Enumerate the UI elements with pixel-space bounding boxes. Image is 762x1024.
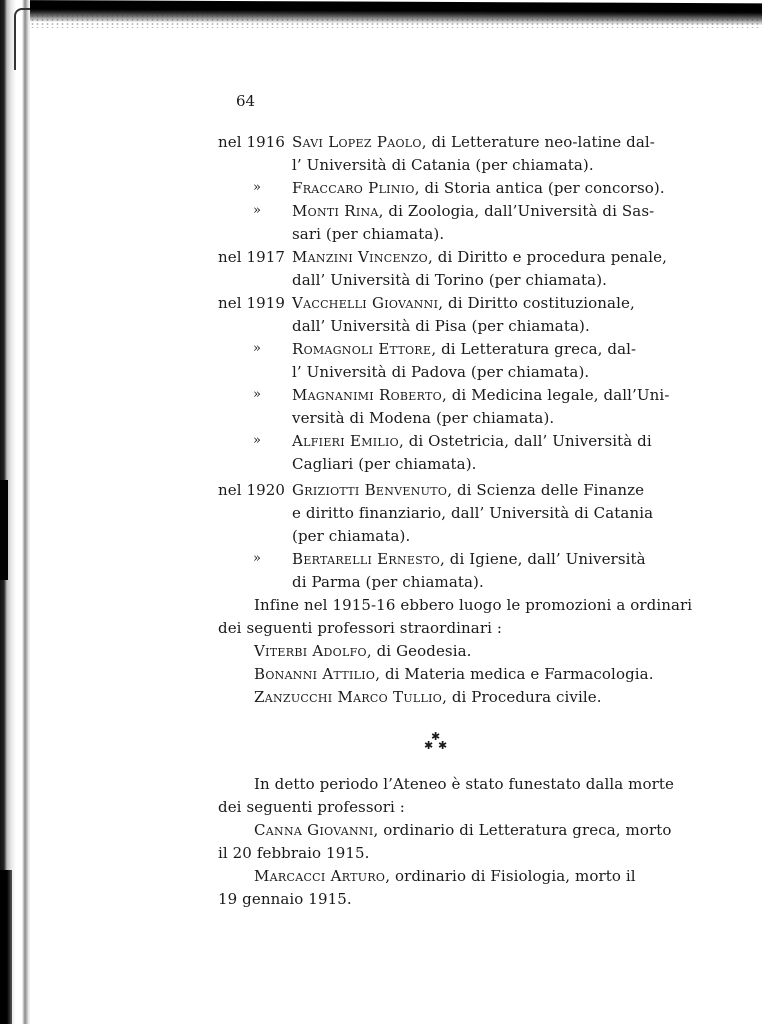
appointment-text: , di Letteratura greca, dal- [431,340,637,358]
appointment-continuation: dall’ Università di Pisa (per chiamata). [292,317,590,335]
appointment-text: , di Igiene, dall’ Università [440,550,646,568]
paragraph-line: dei seguenti professori : [218,798,405,816]
appointment-continuation: di Parma (per chiamata). [292,573,484,591]
list-item [254,640,472,662]
professor-name: Marcacci Arturo [254,867,386,885]
asterisk-icon: ✱ [431,730,441,743]
appointment-text: , di Diritto costituzionale, [438,294,635,312]
appointment-continuation: e diritto finanziario, dall’ Università di Catania [292,504,654,522]
obituary-text: , ordinario di Fisiologia, morto il [385,867,636,885]
appointment-text: , di Scienza delle Finanze [447,481,645,499]
professor-name: Alfieri Emilio [292,432,399,450]
page-number: 64 [236,92,256,110]
ditto-mark: » [253,180,261,195]
obituary-continuation: il 20 febbraio 1915. [218,844,370,862]
professor-name: Romagnoli Ettore [292,340,432,358]
professor-name: Monti Rina [292,202,379,220]
appointment-continuation: versità di Modena (per chiamata). [292,409,555,427]
list-item [292,430,652,452]
professor-name: Bertarelli Ernesto [292,550,441,568]
appointment-continuation: sari (per chiamata). [292,225,445,243]
list-item [292,548,646,570]
paragraph-line: dei seguenti professori straordinari : [218,619,503,637]
asterism-separator [424,730,454,754]
year-label: nel 1916 [218,133,286,151]
professor-name: Canna Giovanni [254,821,374,839]
list-item [292,200,654,222]
list-item [292,338,636,360]
appointment-continuation: (per chiamata). [292,527,411,545]
promotion-text: , di Materia medica e Farmacologia. [375,665,654,683]
list-item [218,292,635,314]
professor-name: Manzini Vincenzo [292,248,428,266]
ditto-mark: » [253,341,261,356]
paragraph-line: Infine nel 1915-16 ebbero luogo le promozioni a ordinari [254,596,693,614]
appointment-continuation: dall’ Università di Torino (per chiamata). [292,271,608,289]
list-item [254,865,636,887]
promotion-text: , di Geodesia. [366,642,472,660]
promotion-text: , di Procedura civile. [442,688,602,706]
ditto-mark: » [253,433,261,448]
list-item [254,663,654,685]
obituary-text: , ordinario di Letteratura greca, morto [373,821,672,839]
asterisk-icon: ✱ [424,739,434,752]
professor-name: Magnanimi Roberto [292,386,442,404]
appointment-continuation: l’ Università di Padova (per chiamata). [292,363,590,381]
year-label: nel 1919 [218,294,286,312]
professor-name: Zanzucchi Marco Tullio [254,688,443,706]
appointment-continuation: Cagliari (per chiamata). [292,455,477,473]
paragraph-line: In detto periodo l’Ateneo è stato funestato dalla morte [254,775,675,793]
appointment-text: , di Ostetricia, dall’ Università di [398,432,652,450]
professor-name: Vacchelli Giovanni [292,294,439,312]
appointment-text: , di Storia antica (per concorso). [414,179,665,197]
appointment-text: , di Letterature neo-latine dal- [421,133,655,151]
ditto-mark: » [253,387,261,402]
professor-name: Fraccaro Plinio [292,179,415,197]
list-item [292,384,670,406]
appointment-text: , di Diritto e procedura penale, [428,248,667,266]
appointment-text: , di Zoologia, dall’Università di Sas- [378,202,655,220]
ditto-mark: » [253,551,261,566]
professor-name: Griziotti Benvenuto [292,481,448,499]
appointment-continuation: l’ Università di Catania (per chiamata). [292,156,594,174]
professor-name: Viterbi Adolfo [254,642,367,660]
ditto-mark: » [253,203,261,218]
year-label: nel 1920 [218,481,286,499]
year-label: nel 1917 [218,248,286,266]
list-item [218,246,667,268]
list-item [218,479,644,501]
obituary-continuation: 19 gennaio 1915. [218,890,352,908]
list-item [292,177,665,199]
list-item [218,131,655,153]
asterisk-icon: ✱ [438,739,448,752]
list-item [254,819,672,841]
professor-name: Savi Lopez Paolo [292,133,422,151]
professor-name: Bonanni Attilio [254,665,376,683]
appointment-text: , di Medicina legale, dall’Uni- [441,386,670,404]
list-item [254,686,602,708]
